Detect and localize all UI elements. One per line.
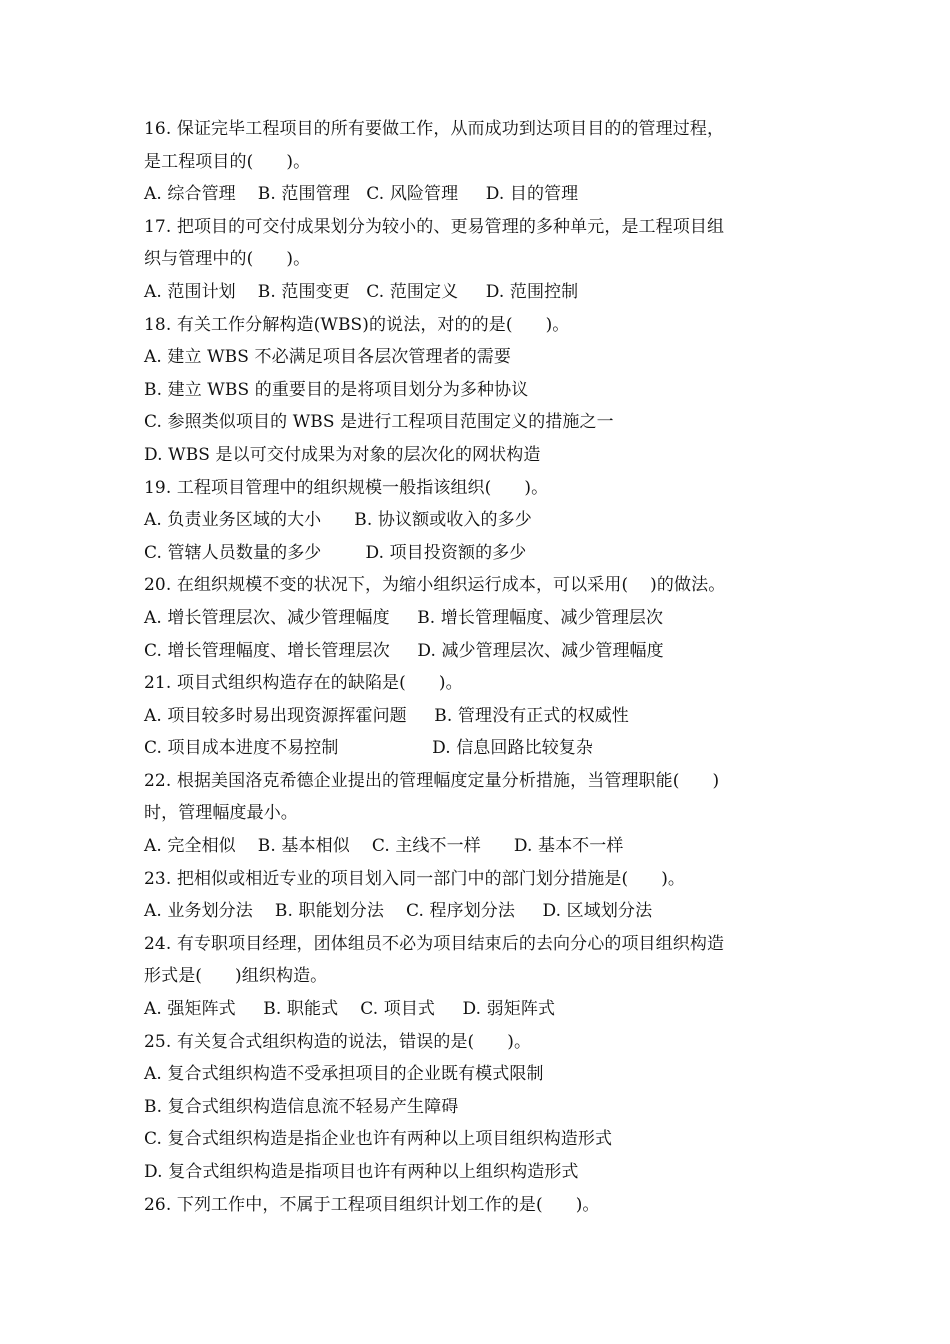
question-20-stem: 20. 在组织规模不变的状况下，为缩小组织运行成本，可以采用( )的做法。 [144, 575, 726, 596]
question-18-option-c: C. 参照类似项目的 WBS 是进行工程项目范围定义的措施之一 [144, 412, 614, 433]
question-18-stem: 18. 有关工作分解构造(WBS)的说法，对的的是( )。 [144, 314, 570, 335]
question-19-options-ab: A. 负责业务区域的大小 B. 协议额或收入的多少 [144, 510, 532, 531]
question-20-options-ab: A. 增长管理层次、减少管理幅度 B. 增长管理幅度、减少管理层次 [144, 607, 664, 628]
question-21-stem: 21. 项目式组织构造存在的缺陷是( )。 [144, 673, 463, 694]
question-25-stem: 25. 有关复合式组织构造的说法，错误的是( )。 [144, 1031, 532, 1052]
question-25-option-c: C. 复合式组织构造是指企业也许有两种以上项目组织构造形式 [144, 1129, 613, 1150]
question-18-option-a: A. 建立 WBS 不必满足项目各层次管理者的需要 [144, 347, 512, 368]
question-19-stem: 19. 工程项目管理中的组织规模一般指该组织( )。 [144, 477, 549, 498]
question-22-stem: 22. 根据美国洛克希德企业提出的管理幅度定量分析措施，当管理职能( ) [144, 770, 720, 791]
question-25-option-a: A. 复合式组织构造不受承担项目的企业既有模式限制 [144, 1064, 544, 1085]
question-23-options: A. 业务划分法 B. 职能划分法 C. 程序划分法 D. 区域划分法 [144, 901, 653, 922]
question-17-stem-cont: 织与管理中的( )。 [144, 249, 311, 270]
question-26-stem: 26. 下列工作中，不属于工程项目组织计划工作的是( )。 [144, 1194, 600, 1215]
question-24-options: A. 强矩阵式 B. 职能式 C. 项目式 D. 弱矩阵式 [144, 999, 556, 1020]
question-23-stem: 23. 把相似或相近专业的项目划入同一部门中的部门划分措施是( )。 [144, 868, 686, 889]
question-21-options-ab: A. 项目较多时易出现资源挥霍问题 B. 管理没有正式的权威性 [144, 705, 629, 726]
question-17-stem: 17. 把项目的可交付成果划分为较小的、更易管理的多种单元，是工程项目组 [144, 216, 725, 237]
question-22-options: A. 完全相似 B. 基本相似 C. 主线不一样 D. 基本不一样 [144, 836, 624, 857]
question-16-stem-cont: 是工程项目的( )。 [144, 151, 311, 172]
question-20-options-cd: C. 增长管理幅度、增长管理层次 D. 减少管理层次、减少管理幅度 [144, 640, 664, 661]
question-18-option-b: B. 建立 WBS 的重要目的是将项目划分为多种协议 [144, 379, 529, 400]
question-16-options: A. 综合管理 B. 范围管理 C. 风险管理 D. 目的管理 [144, 184, 579, 205]
question-24-stem: 24. 有专职项目经理，团体组员不必为项目结束后的去向分心的项目组织构造 [144, 933, 725, 954]
question-25-option-b: B. 复合式组织构造信息流不轻易产生障碍 [144, 1096, 459, 1117]
question-21-options-cd: C. 项目成本进度不易控制 D. 信息回路比较复杂 [144, 738, 594, 759]
question-22-stem-cont: 时，管理幅度最小。 [144, 803, 298, 824]
question-25-option-d: D. 复合式组织构造是指项目也许有两种以上组织构造形式 [144, 1162, 579, 1182]
question-18-option-d: D. WBS 是以可交付成果为对象的层次化的网状构造 [144, 444, 541, 465]
question-19-options-cd: C. 管辖人员数量的多少 D. 项目投资额的多少 [144, 542, 527, 563]
question-17-options: A. 范围计划 B. 范围变更 C. 范围定义 D. 范围控制 [144, 281, 579, 302]
question-text-block [144, 113, 824, 1221]
question-16-stem: 16. 保证完毕工程项目的所有要做工作，从而成功到达项目目的的管理过程， [144, 119, 725, 139]
question-24-stem-cont: 形式是( )组织构造。 [144, 966, 328, 987]
